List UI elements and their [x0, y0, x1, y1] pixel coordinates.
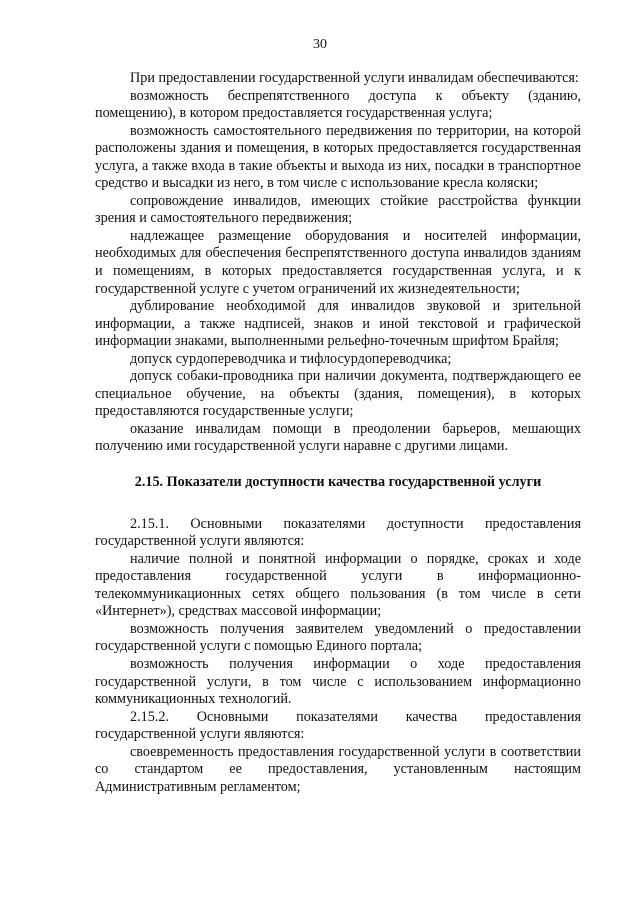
paragraph: допуск сурдопереводчика и тифлосурдопереводчика;: [130, 350, 452, 367]
paragraph: возможность получения информации о ходе предоставления государственной услуги, в том числе с использованием информационно коммуникационных технологий.: [95, 655, 581, 708]
paragraph: наличие полной и понятной информации о порядке, сроках и ходе предоставления государственной услуги в информационно-телекоммуникационных сетях общего пользования (в том числе в сети «Интернет»), средствах массовой информации;: [95, 550, 581, 620]
paragraph: своевременность предоставления государственной услуги в соответствии со стандартом ее предоставления, установленным настоящим Административным регламентом;: [95, 743, 581, 795]
paragraph: возможность получения заявителем уведомлений о предоставлении государственной услуги с помощью Единого портала;: [95, 620, 581, 655]
paragraph: возможность беспрепятственного доступа к объекту (зданию, помещению), в котором предоставляется государственная услуга;: [95, 87, 581, 122]
paragraph: дублирование необходимой для инвалидов звуковой и зрительной информации, а также надписей, знаков и иной текстовой и графической информации знаками, выполненными рельефно-точечным шрифтом Брайля;: [95, 298, 581, 350]
paragraph: надлежащее размещение оборудования и носителей информации, необходимых для обеспечения беспрепятственного доступа инвалидов зданиям и помещениям, в которых предоставляется государственная услуга, и к государственной услуге с учетом ограничений их жизнедеятельности;: [95, 227, 581, 297]
page-number: 30: [313, 37, 327, 52]
paragraph: При предоставлении государственной услуги инвалидам обеспечиваются:: [130, 70, 579, 86]
section-heading: 2.15. Показатели доступности качества государственной услуги: [134, 474, 542, 491]
paragraph: допуск собаки-проводника при наличии документа, подтверждающего ее специальное обучение, на объекты (здания, помещения), в которых предоставляются государственные услуги;: [95, 368, 581, 420]
paragraph: 2.15.2. Основными показателями качества предоставления государственной услуги являются:: [95, 708, 581, 743]
paragraph: сопровождение инвалидов, имеющих стойкие расстройства функции зрения и самостоятельного передвижения;: [95, 192, 581, 227]
paragraph: оказание инвалидам помощи в преодолении барьеров, мешающих получению ими государственной услуги наравне с другими лицами.: [95, 420, 581, 455]
document-body: [95, 70, 581, 796]
paragraph: 2.15.1. Основными показателями доступности предоставления государственной услуги являются:: [95, 515, 581, 550]
paragraph: возможность самостоятельного передвижения по территории, на которой расположены здания и помещения, в которых предоставляется государственная услуга, а также входа в такие объекты и выхода из них, посадки в транспортное средство и высадки из него, в том числе с использование кресла коляски;: [95, 122, 581, 192]
